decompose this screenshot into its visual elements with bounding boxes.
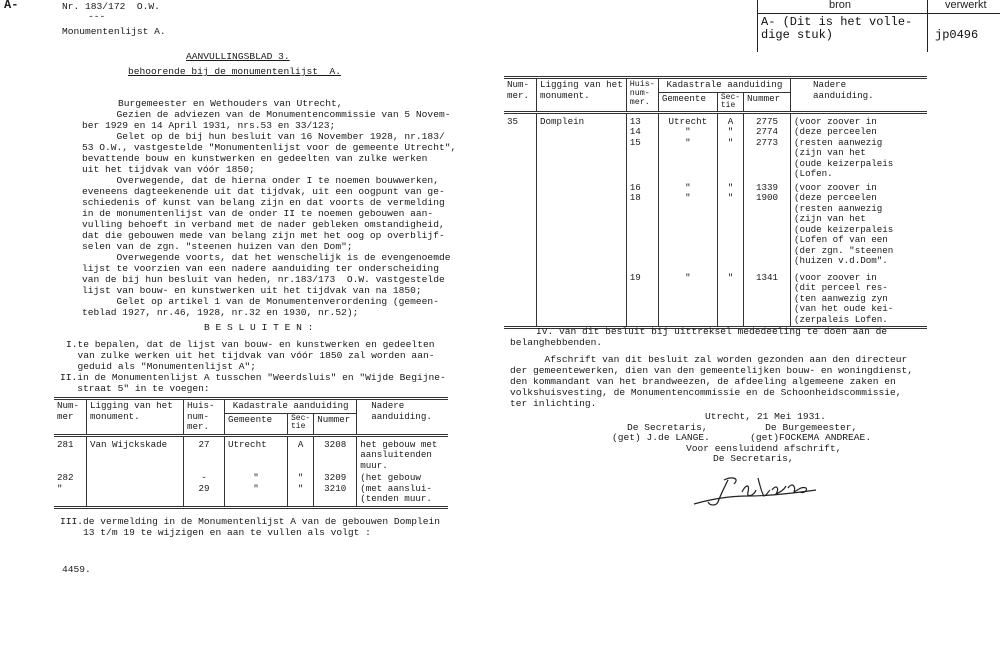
table-cell: (het gebouw (met aanslui- (tenden muur. (357, 472, 448, 507)
table-cell: - 29 (184, 472, 225, 507)
header-kad-nummer: Nummer (744, 92, 791, 112)
table-cell: het gebouw met aansluitenden muur. (357, 435, 448, 472)
body-text (82, 98, 482, 318)
monument-table-left (54, 397, 448, 509)
header-nummer: Num- mer (54, 399, 87, 436)
body-line: Overwegende, dat de hierna onder I te noemen bouwwerken, (82, 175, 439, 186)
table-cell: " " (225, 472, 288, 507)
number-dashes: --- (88, 11, 106, 22)
monument-table-right (504, 76, 927, 329)
page-subtitle: behoorende bij de monumentenlijst A. (128, 66, 342, 77)
page-title: AANVULLINGSBLAD 3. (186, 51, 290, 62)
footer-number: 4459. (62, 564, 91, 575)
decision-line: belanghebbenden. (510, 337, 603, 348)
table-cell: 19 (626, 272, 658, 328)
decision-iii (60, 516, 440, 538)
table-cell: (voor zoover in (dit perceel res- (ten aanwezig zyn (van het oude kei- (zerpaleis Lofen. (791, 272, 927, 328)
closing-date: Utrecht, 21 Mei 1931. (705, 411, 826, 422)
header-huisnummer: Huis- num- mer. (184, 399, 225, 436)
header-gemeente: Gemeente (658, 92, 717, 112)
body-line: lijst van bouw- en kunstwerken uit het tijdvak van na 1850; (82, 285, 422, 296)
afschrift-line: den kommandant van het brandweezen, de afdeeling algemeene zaken en (510, 376, 896, 387)
table-cell: Utrecht (225, 435, 288, 472)
table-cell: Van Wijckskade (87, 435, 184, 472)
decision-line: III.de vermelding in de Monumentenlijst A van de gebouwen Domplein (60, 516, 440, 527)
body-line: eveneens dagteekenende uit dat tijdvak, uit een oogpunt van ge- (82, 186, 445, 197)
table-cell: A (288, 435, 314, 472)
table-cell: 2775 2774 2773 (744, 112, 791, 182)
table-cell: " (658, 272, 717, 328)
table-cell: 1339 1900 (744, 182, 791, 272)
verwerkt-value: jp0496 (935, 28, 979, 42)
body-line: lijst te voorzien van een nadere aanduiding ter onderscheiding (82, 263, 439, 274)
bron-value-line2: dige stuk) (761, 28, 834, 42)
table-cell: Domplein (537, 112, 627, 182)
table-cell: " " (658, 182, 717, 272)
body-line: schiedenis of kunst van belang zijn en dat voorts de vermelding (82, 197, 445, 208)
decisions-left (60, 339, 446, 394)
table-cell: A " " (717, 112, 743, 182)
header-nadere: Nadere aanduiding. (791, 78, 927, 113)
decision-line: van zulke werken uit het tijdvak van vóór 1850 zal worden aan- (66, 350, 435, 361)
list-name: Monumentenlijst A. (62, 26, 166, 37)
body-line: uit het tijdvak van vóór 1850; (82, 164, 255, 175)
table-cell: 27 (184, 435, 225, 472)
table-cell: 1341 (744, 272, 791, 328)
table-cell: 16 18 (626, 182, 658, 272)
signature (688, 466, 828, 516)
decision-line: I.te bepalen, dat de lijst van bouw- en kunstwerken en gedeelten (66, 339, 435, 350)
body-line: 53 O.W., vastgestelde "Monumentenlijst voor de gemeente Utrecht", (82, 142, 457, 153)
body-line: Gelet op artikel 1 van de Monumentenverordening (gemeen- (82, 296, 439, 307)
body-line: vulling behoeft in verband met de nader gebleken omstandigheid, (82, 219, 445, 230)
body-line: dat die gebouwen mede van belang zijn met het oog op overblijf- (82, 230, 445, 241)
closing-names: (get) J.de LANGE. (get)FOCKEMA ANDREAE. (612, 432, 872, 443)
body-line: Overwegende voorts, dat het wenschelijk is de evengenoemde (82, 252, 451, 263)
header-kadastrale: Kadastrale aanduiding (658, 78, 790, 93)
header-sectie: Sec- tie (717, 92, 743, 112)
header-sectie: Sec- tie (288, 414, 314, 435)
header-nummer: Num- mer. (504, 78, 537, 113)
afschrift-line: der gemeentewerken, dien van den gemeentelijken bouw- en woningdienst, (510, 365, 914, 376)
body-line: van de bij hun besluit van heden, nr.183/173 O.W. vastgestelde (82, 274, 445, 285)
body-line: in de monumentenlijst van de onder II te noemen gebouwen aan- (82, 208, 434, 219)
header-ligging: Ligging van het monument. (87, 399, 184, 436)
table-cell (504, 182, 537, 272)
decision-iv (510, 326, 887, 348)
besluiten-heading: B E S L U I T E N : (204, 322, 314, 333)
bron-label: bron (829, 0, 852, 11)
body-line: Gelet op de bij hun besluit van 16 November 1928, nr.183/ (82, 131, 445, 142)
closing-afschrift: Voor eensluidend afschrift, (686, 443, 842, 454)
afschrift-line: volkshuisvesting, de Monumentencommissie en de Schoonheidscommissie, (510, 387, 902, 398)
afschrift-paragraph (510, 354, 913, 409)
body-line: Gezien de adviezen van de Monumentencommissie van 5 Novem- (82, 109, 451, 120)
table-cell: 13 14 15 (626, 112, 658, 182)
header-nadere: Nadere aanduiding. (357, 399, 448, 436)
table-cell: 35 (504, 112, 537, 182)
header-kad-nummer: Nummer (314, 414, 357, 435)
header-gemeente: Gemeente (225, 414, 288, 435)
closing-secretaris: De Secretaris, (713, 453, 794, 464)
body-line: Burgemeester en Wethouders van Utrecht, (118, 98, 343, 109)
afschrift-line: ter inlichting. (510, 398, 597, 409)
table-cell: 3208 (314, 435, 357, 472)
table-cell (504, 272, 537, 328)
afschrift-line: Afschrift van dit besluit zal worden gezonden aan den directeur (510, 354, 908, 365)
body-line: bevattende bouw en kunstwerken en gedeelten van zulke werken (82, 153, 428, 164)
document-number: Nr. 183/172 O.W. (62, 1, 160, 12)
table-cell: " " (288, 472, 314, 507)
header-kadastrale: Kadastrale aanduiding (225, 399, 357, 414)
decision-line: geduid als "Monumentenlijst A"; (66, 361, 256, 372)
table-cell (87, 472, 184, 507)
verwerkt-label: verwerkt (945, 0, 987, 11)
table-cell: 282 " (54, 472, 87, 507)
body-line: teblad 1927, nr.46, 1928, nr.32 en 1930, nr.52); (82, 307, 359, 318)
decision-line: IV. van dit besluit bij uittreksel mededeeling te doen aan de (536, 326, 888, 337)
table-cell: " " (717, 182, 743, 272)
decision-line: II.in de Monumentenlijst A tusschen "Weerdsluis" en "Wijde Begijne- (60, 372, 446, 383)
header-ligging: Ligging van het monument. (537, 78, 627, 113)
decision-line: 13 t/m 19 te wijzigen en aan te vullen als volgt : (60, 527, 371, 538)
table-cell: 3209 3210 (314, 472, 357, 507)
body-line: ber 1929 en 14 April 1931, nrs.53 en 33/123; (82, 120, 336, 131)
table-cell (537, 182, 627, 272)
table-cell: (voor zoover in (deze perceelen (resten aanwezig (zijn van het (oude keizerpaleis (Lofen of van een (der zgn. "steenen (huizen v.d.Dom". (794, 181, 894, 266)
decision-line: straat 5" in te voegen: (60, 383, 210, 394)
list-prefix: A- (4, 0, 19, 12)
bron-value-line1: A- (Dit is het volle- (761, 15, 913, 29)
table-cell (537, 272, 627, 328)
table-cell: (voor zoover in (deze perceelen (resten aanwezig (zijn van het (oude keizerpaleis (Lofen. (791, 112, 927, 182)
source-box (757, 0, 1000, 52)
closing-titles: De Secretaris, De Burgemeester, (627, 422, 858, 433)
table-cell: 281 (54, 435, 87, 472)
table-cell: " (717, 272, 743, 328)
table-cell: Utrecht " " (658, 112, 717, 182)
header-huisnummer: Huis- num- mer. (626, 78, 658, 113)
body-line: selen van de zgn. "steenen huizen van den Dom"; (82, 241, 353, 252)
